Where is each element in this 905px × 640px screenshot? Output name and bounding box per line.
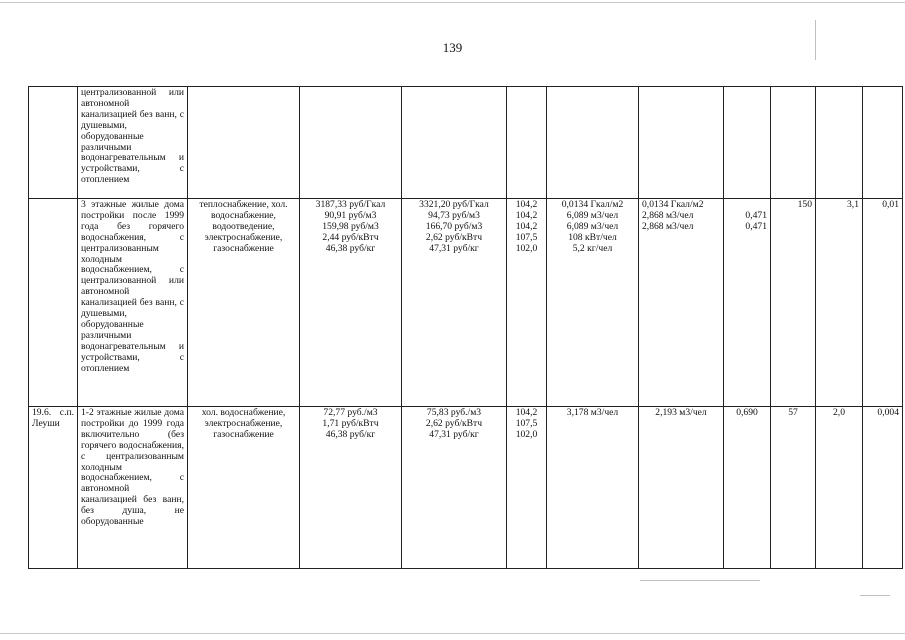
cell-index — [507, 87, 547, 199]
cell-index: 104,2 107,5 102,0 — [507, 407, 547, 569]
cell-number — [29, 199, 78, 407]
table-row — [29, 199, 903, 407]
cell-tariff-new — [402, 87, 507, 199]
cell-housing-description: централизованной или автономной канализацией без ванн, с душевыми, оборудованные различными водонагревательным и устройствами, с отоплением — [78, 87, 188, 199]
cell-tariff-current — [300, 87, 402, 199]
cell-norm-new: 2,193 м3/чел — [639, 407, 724, 569]
cell-norm-current: 0,0134 Гкал/м2 6,089 м3/чел 6,089 м3/чел 108 кВт/чел 5,2 кг/чел — [547, 199, 639, 407]
cell-index: 104,2 104,2 104,2 107,5 102,0 — [507, 199, 547, 407]
cell-count — [771, 87, 816, 199]
cell-services: хол. водоснабжение, электроснабжение, газоснабжение — [188, 407, 300, 569]
table-row — [29, 87, 903, 199]
cell-coefficient: 0,471 0,471 — [724, 199, 771, 407]
tariff-table — [28, 86, 903, 569]
cell-services — [188, 87, 300, 199]
cell-tariff-new: 3321,20 руб/Гкал 94,73 руб/м3 166,70 руб/м3 2,62 руб/кВтч 47,31 руб/кг — [402, 199, 507, 407]
cell-value-13 — [863, 87, 903, 199]
cell-services: теплоснабжение, хол. водоснабжение, водоотведение, электроснабжение, газоснабжение — [188, 199, 300, 407]
scan-noise — [860, 595, 890, 596]
table-row — [29, 407, 903, 569]
scan-noise — [815, 20, 816, 60]
scan-edge-top — [0, 2, 905, 3]
cell-norm-new: 0,0134 Гкал/м2 2,868 м3/чел 2,868 м3/чел — [639, 199, 724, 407]
cell-tariff-new: 75,83 руб./м3 2,62 руб/кВтч 47,31 руб/кг — [402, 407, 507, 569]
cell-tariff-current: 72,77 руб./м3 1,71 руб/кВтч 46,38 руб/кг — [300, 407, 402, 569]
cell-value-12 — [816, 87, 863, 199]
cell-value-12: 3,1 — [816, 199, 863, 407]
cell-number — [29, 87, 78, 199]
cell-value-12: 2,0 — [816, 407, 863, 569]
cell-tariff-current: 3187,33 руб/Гкал 90,91 руб/м3 159,98 руб/м3 2,44 руб/кВтч 46,38 руб/кг — [300, 199, 402, 407]
scan-edge-bottom — [0, 633, 905, 634]
cell-value-13: 0,01 — [863, 199, 903, 407]
cell-housing-description: 3 этажные жилые дома постройки после 1999 года без горячего водоснабжения, с централизованным холодным водоснабжением, с централизованной или автономной канализацией без ванн, с душевыми, оборудованные различными водонагревательным и устройствами, с отоплением — [78, 199, 188, 407]
cell-count: 150 — [771, 199, 816, 407]
cell-value-13: 0,004 — [863, 407, 903, 569]
cell-coefficient: 0,690 — [724, 407, 771, 569]
cell-norm-current — [547, 87, 639, 199]
page-number: 139 — [442, 40, 463, 55]
cell-housing-description: 1-2 этажные жилые дома постройки до 1999 года включительно (без горячего водоснабжения, с централизованным холодным водоснабжением, с автономной канализацией без ванн, без душа, не оборудованные — [78, 407, 188, 569]
cell-number: 19.6. с.п. Леуши — [29, 407, 78, 569]
cell-norm-current: 3,178 м3/чел — [547, 407, 639, 569]
scan-noise — [640, 580, 760, 581]
cell-coefficient — [724, 87, 771, 199]
cell-norm-new — [639, 87, 724, 199]
cell-count: 57 — [771, 407, 816, 569]
